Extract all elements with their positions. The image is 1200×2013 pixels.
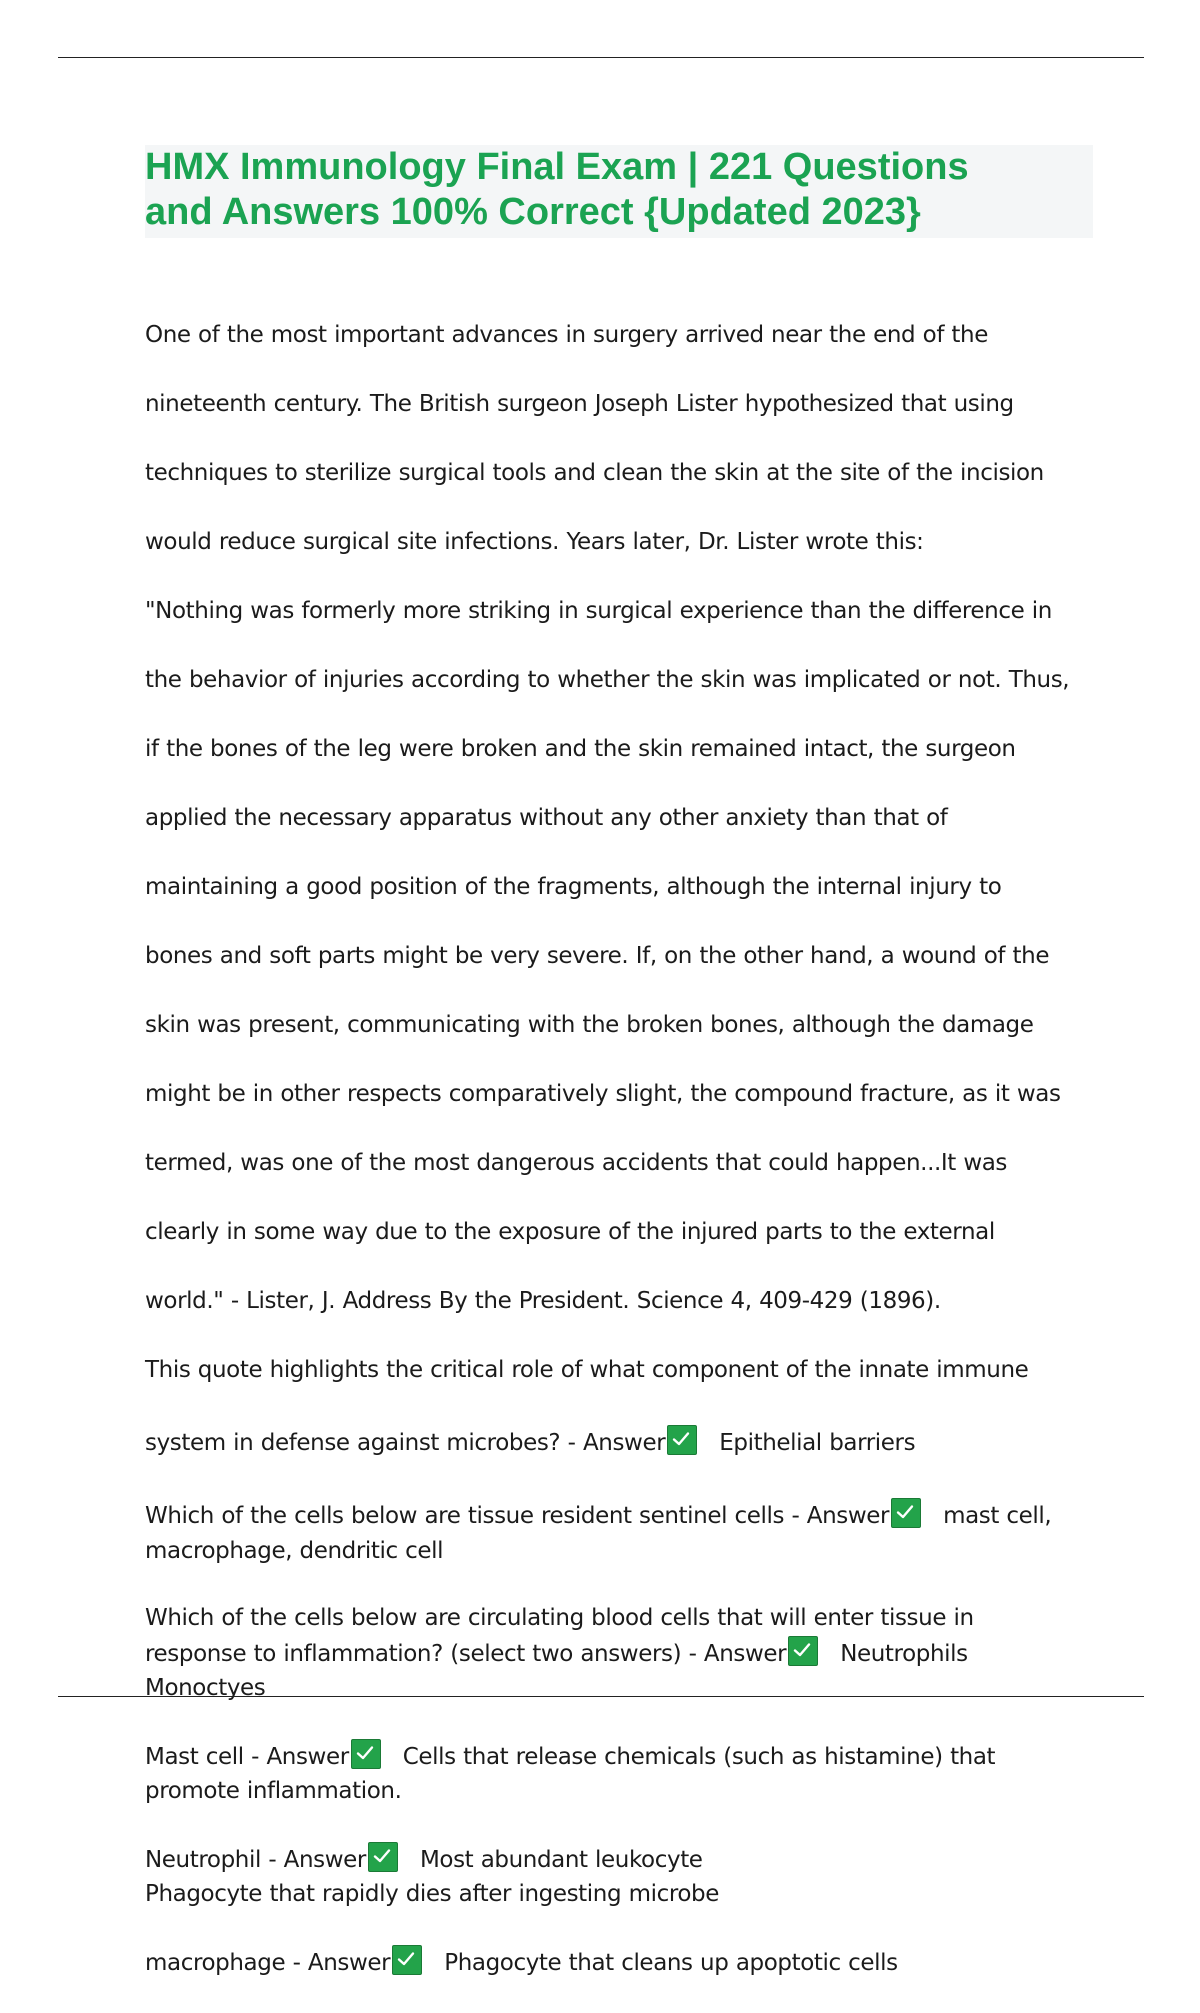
question-text: macrophage - Answer bbox=[145, 1949, 391, 1976]
intro-line: techniques to sterilize surgical tools and clean the skin at the site of the incision bbox=[145, 459, 1044, 486]
check-mark-icon bbox=[351, 1739, 381, 1769]
title-line-1: HMX Immunology Final Exam | 221 Questions bbox=[145, 146, 969, 188]
intro-line: bones and soft parts might be very severe. If, on the other hand, a wound of the bbox=[145, 942, 1050, 969]
intro-line: the behavior of injuries according to whether the skin was implicated or not. Thus, bbox=[145, 666, 1070, 693]
question-text: Neutrophil - Answer bbox=[145, 1846, 366, 1873]
qa-line bbox=[145, 1842, 1105, 1878]
check-mark-icon bbox=[392, 1945, 422, 1975]
answer-text: Phagocyte that cleans up apoptotic cells bbox=[444, 1949, 898, 1976]
check-mark-icon bbox=[788, 1636, 818, 1666]
question-text: Mast cell - Answer bbox=[145, 1743, 349, 1770]
answer-continuation: promote inflammation. bbox=[145, 1778, 402, 1804]
document-body bbox=[145, 283, 1105, 2013]
answer-text: mast cell, bbox=[943, 1503, 1052, 1529]
intro-line: would reduce surgical site infections. Years later, Dr. Lister wrote this: bbox=[145, 528, 924, 555]
answer-text: Most abundant leukocyte bbox=[419, 1846, 703, 1873]
check-mark-icon bbox=[667, 1425, 697, 1455]
answer-text: Epithelial barriers bbox=[719, 1429, 916, 1456]
qa-line bbox=[145, 1636, 1105, 1672]
qa-item bbox=[145, 1601, 1105, 1706]
qa-line bbox=[145, 1739, 1105, 1775]
check-mark-icon bbox=[891, 1498, 921, 1528]
question-text: Which of the cells below are tissue resident sentinel cells - Answer bbox=[145, 1503, 890, 1529]
document-title bbox=[145, 145, 1093, 238]
top-rule bbox=[58, 57, 1144, 58]
intro-line: if the bones of the leg were broken and the skin remained intact, the surgeon bbox=[145, 735, 1016, 762]
qa-line bbox=[145, 1945, 1105, 1981]
intro-line: nineteenth century. The British surgeon Joseph Lister hypothesized that using bbox=[145, 390, 1014, 417]
intro-line: termed, was one of the most dangerous accidents that could happen...It was bbox=[145, 1149, 1008, 1176]
intro-line: One of the most important advances in surgery arrived near the end of the bbox=[145, 321, 988, 348]
intro-line: clearly in some way due to the exposure of the injured parts to the external bbox=[145, 1218, 995, 1245]
qa-item bbox=[145, 1425, 1105, 1461]
qa-item bbox=[145, 1739, 1105, 1809]
question-lead: Which of the cells below are circulating blood cells that will enter tissue in bbox=[145, 1605, 974, 1631]
answer-continuation: Monoctyes bbox=[145, 1675, 266, 1701]
intro-line: might be in other respects comparatively slight, the compound fracture, as it was bbox=[145, 1080, 1061, 1107]
qa-item bbox=[145, 1842, 1105, 1912]
answer-text: Cells that release chemicals (such as histamine) that bbox=[402, 1743, 996, 1770]
intro-line: This quote highlights the critical role of what component of the innate immune bbox=[145, 1356, 1029, 1383]
intro-line: applied the necessary apparatus without any other anxiety than that of bbox=[145, 804, 948, 831]
qa-line bbox=[145, 1425, 1105, 1461]
intro-line: maintaining a good position of the fragments, although the internal injury to bbox=[145, 873, 1002, 900]
qa-item bbox=[145, 1945, 1105, 1981]
answer-text: Neutrophils bbox=[840, 1640, 968, 1667]
intro-line: skin was present, communicating with the broken bones, although the damage bbox=[145, 1011, 1034, 1038]
check-mark-icon bbox=[368, 1842, 398, 1872]
answer-continuation: Phagocyte that rapidly dies after ingesting microbe bbox=[145, 1881, 719, 1907]
answer-continuation: macrophage, dendritic cell bbox=[145, 1537, 444, 1564]
question-text: system in defense against microbes? - Answer bbox=[145, 1429, 666, 1456]
intro-paragraph bbox=[145, 283, 1105, 1422]
qa-item bbox=[145, 1498, 1105, 1568]
intro-line: world." - Lister, J. Address By the President. Science 4, 409-429 (1896). bbox=[145, 1287, 941, 1314]
bottom-rule bbox=[58, 1696, 1144, 1697]
qa-line bbox=[145, 1498, 1105, 1534]
title-line-2: and Answers 100% Correct {Updated 2023} bbox=[145, 191, 921, 233]
intro-line: "Nothing was formerly more striking in surgical experience than the difference in bbox=[145, 597, 1052, 624]
question-text: response to inflammation? (select two answers) - Answer bbox=[145, 1640, 787, 1667]
